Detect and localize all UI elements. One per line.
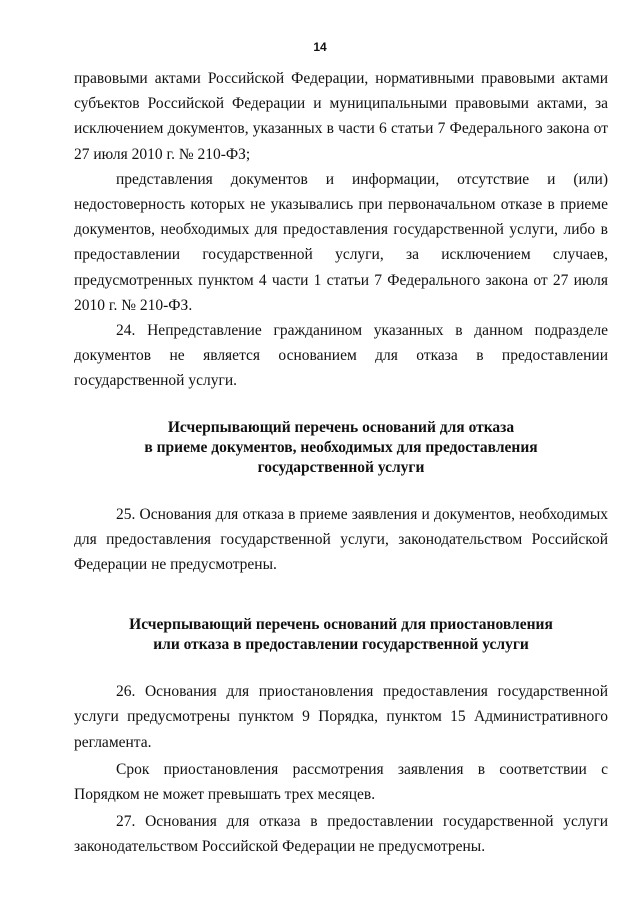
paragraph-continuation: правовыми актами Российской Федерации, нормативными правовыми актами субъектов Российской Федерации и муниципальными правовыми актами, за исключением документов, указанных в части 6 статьи 7 Федерального закона от 27 июля 2010 г. № 210-ФЗ; xyxy=(74,70,608,163)
heading-line: или отказа в предоставлении государственной услуги xyxy=(153,636,529,654)
paragraph-24: 24. Непредставление гражданином указанных в данном подразделе документов не является основанием для отказа в предоставлении государственной услуги. xyxy=(74,322,608,390)
heading-line: государственной услуги xyxy=(257,458,425,476)
paragraph-27: 27. Основания для отказа в предоставлении государственной услуги законодательством Российской Федерации не предусмотрены. xyxy=(74,813,608,856)
heading-line: в приеме документов, необходимых для предоставления xyxy=(144,438,538,456)
section-heading-suspension-refusal xyxy=(74,615,608,655)
section-heading-refusal-acceptance xyxy=(74,418,608,478)
heading-line: Исчерпывающий перечень оснований для приостановления xyxy=(129,616,553,634)
paragraph-26: 26. Основания для приостановления предоставления государственной услуги предусмотрены пунктом 9 Порядка, пунктом 15 Административного регламента. xyxy=(74,683,608,751)
document-body xyxy=(74,66,608,860)
heading-line: Исчерпывающий перечень оснований для отказа xyxy=(167,418,515,436)
paragraph-documents-info: представления документов и информации, отсутствие и (или) недостоверность которых не указывались при первоначальном отказе в приеме документов, необходимых для предоставления государственной услуги, либо в предоставлении государственной услуги, за исключением случаев, предусмотренных пунктом 4 части 1 статьи 7 Федерального закона от 27 июля 2010 г. № 210-ФЗ. xyxy=(74,170,608,314)
paragraph-suspension-term: Срок приостановления рассмотрения заявления в соответствии с Порядком не может превышать трех месяцев. xyxy=(74,760,608,804)
paragraph-25: 25. Основания для отказа в приеме заявления и документов, необходимых для предоставления государственной услуги, законодательством Российской Федерации не предусмотрены. xyxy=(74,505,608,574)
page-number: 14 xyxy=(313,40,327,54)
